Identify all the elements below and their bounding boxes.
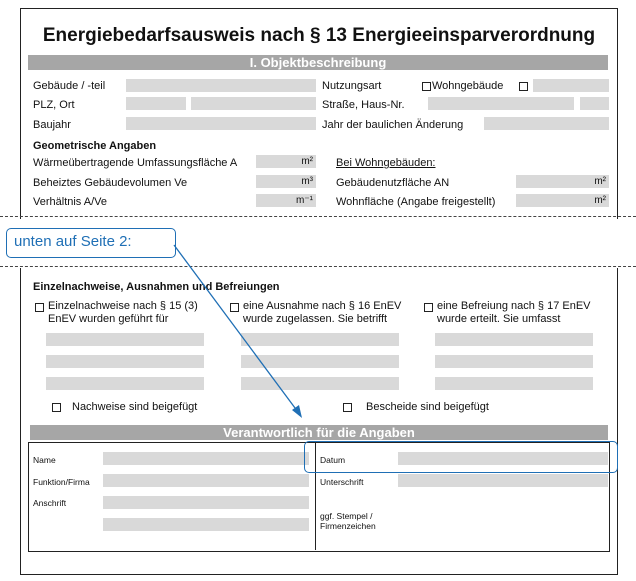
- label-anschrift: Anschrift: [33, 498, 67, 508]
- label-baujahr: Baujahr: [33, 119, 71, 131]
- unit-flaeche-a: m²: [301, 156, 313, 167]
- section2-header: Einzelnachweise, Ausnahmen und Befreiungen: [33, 281, 280, 293]
- label-einzelnachweise: Einzelnachweise nach § 15 (3) EnEV wurden geführt für: [48, 300, 198, 325]
- label-nutzflaeche: Gebäudenutzfläche AN: [336, 177, 450, 189]
- label-plz-ort: PLZ, Ort: [33, 99, 75, 111]
- label-datum: Datum: [320, 455, 346, 465]
- label-nachweise: Nachweise sind beigefügt: [72, 401, 198, 413]
- label-jahr-aenderung: Jahr der baulichen Änderung: [322, 119, 464, 131]
- label-bei-wohn: Bei Wohngebäuden:: [336, 157, 436, 169]
- label-bescheide: Bescheide sind beigefügt: [366, 401, 489, 413]
- geo-header: Geometrische Angaben: [33, 140, 157, 152]
- unit-nutzflaeche: m²: [594, 176, 606, 187]
- label-funktion: Funktion/Firma: [33, 477, 90, 487]
- label-unterschrift: Unterschrift: [320, 477, 364, 487]
- callout-text: unten auf Seite 2:: [14, 233, 132, 250]
- label-nutzungsart: Nutzungsart: [322, 80, 382, 92]
- label-volumen: Beheiztes Gebäudevolumen Ve: [33, 177, 188, 189]
- label-flaeche-a: Wärmeübertragende Umfassungsfläche A: [33, 157, 238, 169]
- label-wohnflaeche: Wohnfläche (Angabe freigestellt): [336, 196, 496, 208]
- label-ausnahme: eine Ausnahme nach § 16 EnEV wurde zugelassen. Sie betrifft: [243, 300, 402, 325]
- label-wohngebaeude: Wohngebäude: [432, 80, 504, 92]
- unit-volumen: m³: [301, 176, 313, 187]
- unit-wohnflaeche: m²: [594, 195, 606, 206]
- label-gebaeude: Gebäude / -teil: [33, 80, 106, 92]
- document-title: Energiebedarfsausweis nach § 13 Energieeinsparverordnung: [42, 25, 596, 46]
- label-name: Name: [33, 455, 56, 465]
- unit-verhaeltnis: m⁻¹: [296, 195, 313, 206]
- section-header-verantwortlich: Verantwortlich für die Angaben: [30, 425, 608, 440]
- section-header-objektbeschreibung: I. Objektbeschreibung: [28, 55, 608, 70]
- arrow-line: [174, 245, 298, 412]
- label-strasse: Straße, Haus-Nr.: [322, 99, 405, 111]
- label-verhaeltnis: Verhältnis A/Ve: [33, 196, 107, 208]
- label-stempel: ggf. Stempel / Firmenzeichen: [320, 511, 376, 531]
- label-befreiung: eine Befreiung nach § 17 EnEV wurde erteilt. Sie umfasst: [437, 300, 591, 325]
